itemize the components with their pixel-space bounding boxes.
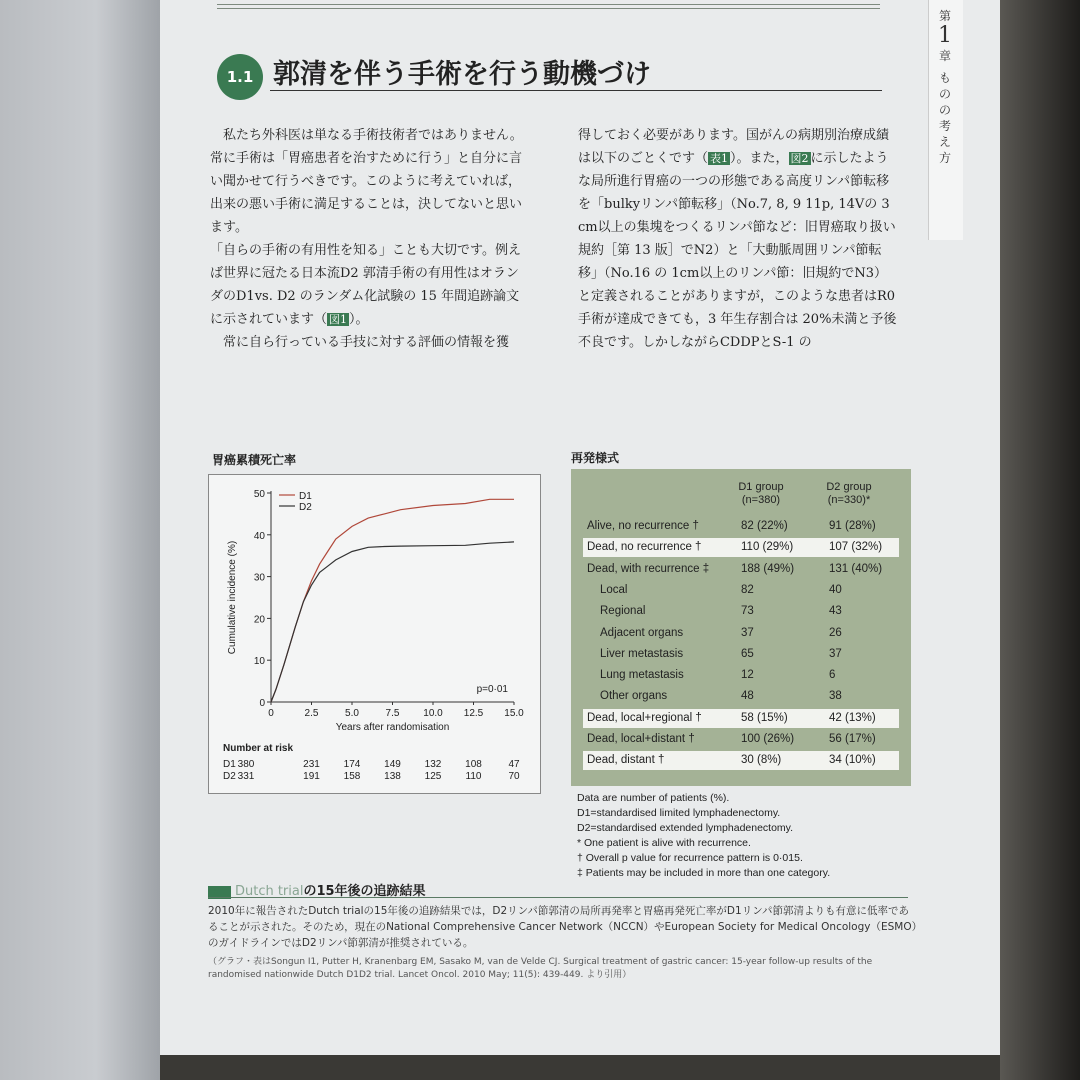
row-label: Alive, no recurrence † bbox=[587, 520, 699, 532]
x-tick-label: 2.5 bbox=[304, 708, 319, 719]
paragraph-4-b: ）。また， bbox=[730, 151, 789, 166]
row-d1-value: 82 (22%) bbox=[741, 520, 788, 532]
recurrence-table bbox=[571, 469, 911, 786]
row-d2-value: 34 (10%) bbox=[829, 754, 876, 767]
row-label: Dead, distant † bbox=[587, 754, 665, 767]
box-title-en: Dutch trial bbox=[234, 884, 304, 899]
table-row bbox=[583, 560, 899, 579]
chapter-label bbox=[934, 8, 956, 166]
risk-value: 174 bbox=[343, 759, 361, 770]
left-page-edge bbox=[0, 0, 160, 1080]
table-row bbox=[583, 538, 899, 557]
chapter-bottom: 章 bbox=[938, 49, 951, 63]
y-tick-label: 30 bbox=[253, 572, 265, 584]
row-d2-value: 6 bbox=[829, 669, 836, 682]
section-number-badge: 1.1 bbox=[217, 54, 263, 100]
table-row bbox=[583, 666, 899, 685]
note-line: Data are number of patients (%). bbox=[577, 792, 730, 804]
row-label: Adjacent organs bbox=[600, 626, 684, 639]
chart-caption: 胃癌累積死亡率 bbox=[212, 453, 297, 467]
header-d1 bbox=[716, 481, 806, 507]
paragraph-1: 私たち外科医は単なる手術技術者ではありません。常に手術は「胃癌患者を治すために行う」と自分に言い聞かせて行うべきです。このように考えていれば，出来の悪い手術に満足することは，決してないと思います。 bbox=[210, 128, 523, 235]
header-d2 bbox=[804, 481, 894, 507]
row-d2-value: 40 bbox=[829, 583, 842, 596]
row-d2-value: 131 (40%) bbox=[829, 562, 883, 575]
header-d2-label: D2 group bbox=[826, 481, 872, 493]
row-d1-value: 188 (49%) bbox=[741, 562, 795, 575]
chapter-top: 第 bbox=[938, 9, 951, 23]
row-d2-value: 56 (17%) bbox=[829, 733, 876, 745]
table-row bbox=[583, 709, 899, 728]
risk-value: 149 bbox=[384, 759, 401, 770]
risk-value: 125 bbox=[424, 771, 442, 782]
risk-row-label: D2 bbox=[223, 771, 236, 782]
table-row bbox=[583, 517, 899, 536]
x-tick-label: 0 bbox=[268, 708, 274, 719]
paragraph-3: 常に自ら行っている手技に対する評価の情報を獲 bbox=[223, 335, 510, 350]
y-tick-label: 10 bbox=[253, 656, 265, 668]
box-title-ja: の15年後の追跡結果 bbox=[303, 884, 426, 899]
row-d1-value: 37 bbox=[741, 626, 754, 639]
row-d2-value: 43 bbox=[829, 605, 842, 618]
section-title: 郭清を伴う手術を行う動機づけ bbox=[273, 59, 651, 90]
table-caption: 再発様式 bbox=[571, 451, 620, 465]
cumulative-incidence-chart bbox=[209, 475, 540, 793]
figure-ref-1: 図1 bbox=[329, 313, 348, 326]
chapter-title: ものの考え方 bbox=[938, 71, 951, 165]
table-row bbox=[583, 624, 899, 643]
x-axis-label: Years after randomisation bbox=[335, 722, 450, 733]
table-ref-1: 表1 bbox=[710, 152, 729, 165]
paragraph-4-a: 得しておく必要があります。国がんの病期別治療成績は以下のごとくです（ bbox=[578, 128, 889, 166]
row-d2-value: 26 bbox=[829, 626, 842, 639]
chapter-number: 1 bbox=[938, 23, 952, 48]
table-row bbox=[583, 602, 899, 621]
row-d2-value: 38 bbox=[829, 690, 842, 703]
note-line: D2=standardised extended lymphadenectomy. bbox=[577, 822, 794, 834]
note-line: * One patient is alive with recurrence. bbox=[577, 837, 751, 849]
risk-value: 132 bbox=[424, 759, 442, 770]
row-d1-value: 65 bbox=[741, 647, 754, 660]
x-tick-label: 12.5 bbox=[463, 708, 484, 719]
row-d1-value: 110 (29%) bbox=[741, 541, 794, 554]
risk-value: 331 bbox=[237, 771, 255, 782]
box-tag: 図1 bbox=[208, 886, 231, 899]
row-d2-value: 37 bbox=[829, 647, 842, 660]
risk-row-label: D1 bbox=[223, 759, 236, 770]
risk-value: 70 bbox=[508, 771, 520, 782]
row-d1-value: 12 bbox=[741, 669, 754, 682]
paragraph-4 bbox=[578, 124, 898, 354]
body-column-right bbox=[578, 124, 898, 354]
source-citation: （グラフ・表はSongun I1, Putter H, Kranenbarg EM, Sasako M, van de Velde CJ. Surgical treatment of gastric cancer: 15-year follow-up results of the randomised nationwide Dutch D1D2 trial. Lancet Oncol. 2010 May; 11(5): 439-449. より引用） bbox=[208, 957, 873, 980]
risk-table-title: Number at risk bbox=[223, 743, 294, 754]
y-axis-label: Cumulative incidence (%) bbox=[227, 540, 238, 655]
bottom-shadow bbox=[160, 1055, 1000, 1080]
row-label: Local bbox=[600, 583, 628, 596]
row-d1-value: 48 bbox=[741, 690, 754, 703]
series-line-d2 bbox=[271, 542, 514, 702]
table-row bbox=[583, 730, 899, 749]
note-line: ‡ Patients may be included in more than one category. bbox=[577, 867, 831, 879]
note-line: † Overall p value for recurrence pattern is 0·015. bbox=[577, 852, 803, 864]
paragraph-4-c: に示したような局所進行胃癌の一つの形態である高度リンパ節転移を「bulkyリンパ節転移」（No.7, 8, 9 11p, 14Vの 3 cm以上の集塊をつくるリンパ節など：旧胃癌取り扱い規約［第 13 版］でN2）と「大動脈周囲リンパ節転移」（No.16 の 1cm以上のリンパ節：旧規約でN3）と定義されることがありますが，このような患者はR0 手術が達成できても，3 年生存割合は 20%未満と予後不良です。しかしながらCDDPとS-1 の bbox=[578, 151, 897, 350]
top-rule bbox=[217, 4, 880, 9]
paragraph-2-text-a: 「自らの手術の有用性を知る」ことも大切です。例えば世界に冠たる日本流D2 郭清手術の有用性はオランダのD1vs. D2 のランダム化試験の 15 年間追跡論文に示されています（ bbox=[210, 243, 521, 327]
paragraph-2-text-b: ）。 bbox=[349, 312, 369, 327]
legend-label-d1: D1 bbox=[299, 491, 312, 502]
x-tick-label: 15.0 bbox=[504, 708, 524, 719]
row-label: Dead, local+distant † bbox=[587, 733, 695, 745]
box-rule bbox=[208, 897, 908, 898]
right-shadow bbox=[1000, 0, 1080, 1080]
risk-value: 191 bbox=[303, 771, 320, 782]
row-d2-value: 42 (13%) bbox=[829, 711, 876, 724]
row-d2-value: 91 (28%) bbox=[829, 520, 876, 532]
row-label: Other organs bbox=[600, 690, 668, 703]
box-text: 2010年に報告されたDutch trialの15年後の追跡結果では，D2リンパ節郭清の局所再発率と胃癌再発死亡率がD1リンパ節郭清よりも有意に低率であることが示された。そのため，現在のNational Comprehensive Cancer Network（NCCN）やEuropean Society for Medical Oncology（ESMO）のガイドラインではD2リンパ節郭清が推奨されている。 bbox=[208, 905, 917, 949]
legend-label-d2: D2 bbox=[299, 502, 312, 513]
note-line: D1=standardised limited lymphadenectomy. bbox=[577, 807, 781, 819]
chart-panel bbox=[208, 474, 541, 794]
row-d1-value: 58 (15%) bbox=[741, 711, 788, 724]
row-d1-value: 100 (26%) bbox=[741, 733, 795, 745]
row-label: Regional bbox=[600, 605, 646, 618]
table-row bbox=[583, 751, 899, 770]
row-label: Dead, with recurrence ‡ bbox=[587, 562, 710, 575]
series-line-d1 bbox=[271, 499, 514, 702]
risk-value: 47 bbox=[508, 759, 520, 770]
x-tick-label: 7.5 bbox=[385, 708, 400, 719]
y-tick-label: 40 bbox=[253, 530, 265, 542]
risk-value: 158 bbox=[343, 771, 361, 782]
title-underline bbox=[270, 90, 882, 91]
x-tick-label: 10.0 bbox=[423, 708, 443, 719]
header-d2-n: (n=330)* bbox=[827, 494, 871, 506]
table-row bbox=[583, 645, 899, 664]
p-value: p=0·01 bbox=[476, 684, 508, 695]
header-d1-label: D1 group bbox=[738, 481, 784, 493]
row-label: Lung metastasis bbox=[600, 669, 684, 682]
row-label: Dead, local+regional † bbox=[587, 711, 702, 724]
x-tick-label: 5.0 bbox=[345, 708, 359, 719]
body-column-left bbox=[210, 124, 530, 354]
table-notes bbox=[577, 791, 830, 881]
risk-value: 380 bbox=[237, 759, 255, 770]
row-label: Liver metastasis bbox=[600, 647, 684, 660]
y-tick-label: 20 bbox=[253, 614, 265, 626]
table-row bbox=[583, 687, 899, 706]
risk-value: 231 bbox=[303, 759, 320, 770]
row-d1-value: 73 bbox=[741, 605, 754, 618]
table-row bbox=[583, 581, 899, 600]
book-page bbox=[160, 0, 1000, 1055]
risk-value: 138 bbox=[384, 771, 401, 782]
figure-ref-2: 図2 bbox=[790, 152, 809, 165]
row-d1-value: 30 (8%) bbox=[741, 754, 782, 767]
y-tick-label: 0 bbox=[259, 698, 265, 709]
paragraph-2 bbox=[210, 239, 530, 331]
y-tick-label: 50 bbox=[253, 489, 265, 500]
risk-value: 110 bbox=[465, 771, 482, 782]
header-d1-n: (n=380) bbox=[741, 494, 781, 506]
risk-value: 108 bbox=[465, 759, 482, 770]
row-d2-value: 107 (32%) bbox=[829, 541, 883, 554]
row-d1-value: 82 bbox=[741, 583, 754, 596]
row-label: Dead, no recurrence † bbox=[587, 541, 702, 554]
